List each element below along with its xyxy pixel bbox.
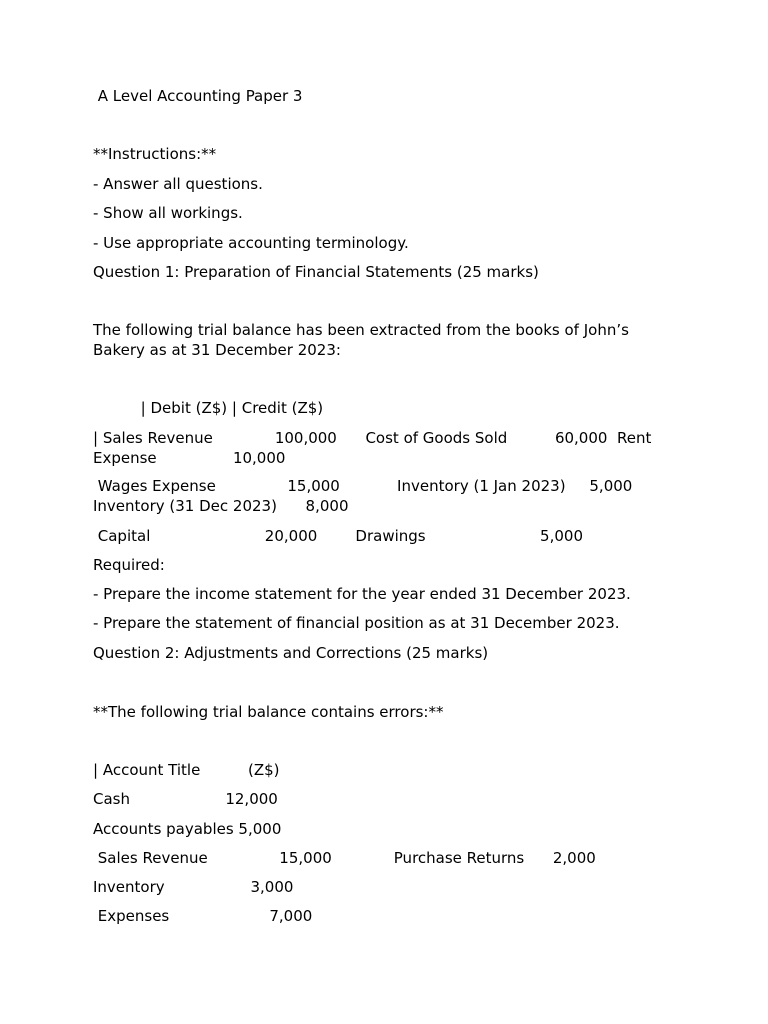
trial-balance-row: | Sales Revenue 100,000 Cost of Goods Sold 60,000 Rent Expense 10,000 [93, 429, 657, 467]
required-item: - Prepare the income statement for the year ended 31 December 2023. [93, 585, 631, 603]
trial-balance-header: | Debit (Z$) | Credit (Z$) [93, 399, 324, 417]
question-2-heading: Question 2: Adjustments and Corrections (25 marks) [93, 644, 489, 662]
instruction-item: - Use appropriate accounting terminology. [93, 234, 409, 252]
account-row: Sales Revenue 15,000 Purchase Returns 2,000 [93, 849, 596, 867]
question-1-intro: The following trial balance has been extracted from the books of John’s Bakery as at 31 December 2023: [93, 321, 634, 359]
account-table-header: | Account Title (Z$) [93, 761, 280, 779]
trial-balance-row: Wages Expense 15,000 Inventory (1 Jan 2023) 5,000 Inventory (31 Dec 2023) 8,000 [93, 477, 638, 515]
instruction-item: - Show all workings. [93, 204, 243, 222]
account-row: Accounts payables 5,000 [93, 820, 282, 838]
account-row: Expenses 7,000 [93, 907, 313, 925]
trial-balance-row: Capital 20,000 Drawings 5,000 [93, 527, 583, 545]
errors-note: **The following trial balance contains errors:** [93, 703, 444, 721]
instructions-heading: **Instructions:** [93, 145, 217, 163]
account-row: Inventory 3,000 [93, 878, 294, 896]
required-label: Required: [93, 556, 165, 574]
document-title: A Level Accounting Paper 3 [93, 87, 303, 105]
instruction-item: - Answer all questions. [93, 175, 263, 193]
question-1-heading: Question 1: Preparation of Financial Statements (25 marks) [93, 263, 539, 281]
account-row: Cash 12,000 [93, 790, 278, 808]
required-item: - Prepare the statement of financial position as at 31 December 2023. [93, 614, 620, 632]
